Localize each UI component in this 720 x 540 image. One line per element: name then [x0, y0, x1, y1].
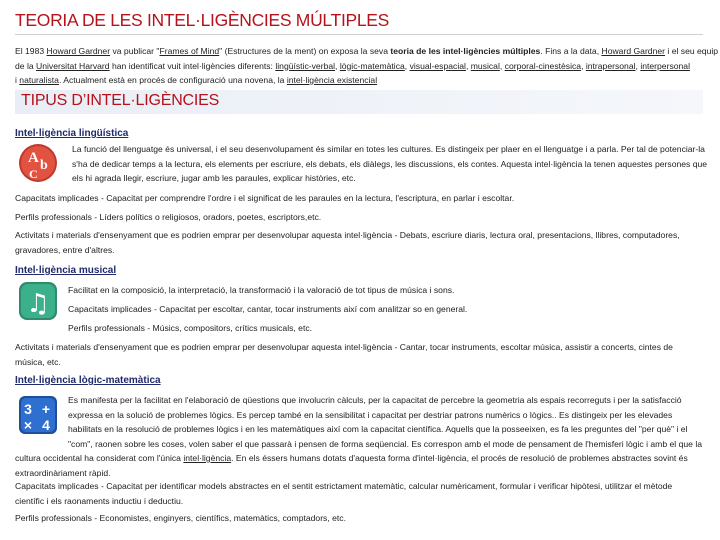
music-note-icon	[16, 280, 60, 322]
link-howard-gardner-2[interactable]: Howard Gardner	[601, 46, 666, 56]
intro-text: han identificat vuit intel·ligències diferents:	[109, 60, 276, 71]
intro-text: . Fins a la data,	[540, 46, 602, 56]
logica-capacitats	[15, 479, 705, 508]
musical-capacitats: Capacitats implicades - Capacitat per escoltar, cantar, tocar instruments així com analitzar so en general.	[68, 304, 468, 314]
intro-text: ,	[499, 60, 505, 71]
math-digit-3: 3	[24, 401, 32, 417]
link-frames-of-mind[interactable]: Frames of Mind	[159, 46, 220, 56]
title-divider	[15, 34, 703, 35]
desc-text: cultura occidental ha considerat com l'única	[15, 453, 184, 463]
desc-line: "com", raonen sobre les coses, volen saber el que passarà i pensen de forma seqüencial. Es correspon amb el mode de pensament de l'hemisferi lògic i amb el que la	[68, 438, 703, 449]
intro-text: " (Estructures de la ment) on exposa la seva	[219, 46, 391, 56]
types-heading-band	[15, 90, 703, 114]
link-corporal-cinestesica[interactable]: corporal-cinestèsica	[504, 60, 582, 71]
musical-perfils: Perfils professionals - Músics, compositors, crítics musicals, etc.	[68, 323, 313, 333]
linguistic-description	[72, 142, 708, 186]
activitats-line: música, etc.	[15, 356, 61, 367]
page-title: TEORIA DE LES INTEL·LIGÈNCIES MÚLTIPLES	[15, 10, 390, 30]
math-times: ×	[23, 417, 33, 433]
linguistic-capacitats: Capacitats implicades - Capacitat per comprendre l'ordre i el significat de les paraules en la lectura, l'escriptura, en parlar i escoltar.	[15, 193, 515, 203]
desc-line: s'ha de dedicar temps a la lectura, els elements per escriure, els debats, els diàlegs, les discussions, els contes. Aquesta intel·ligència la tenen aquestes persones que	[72, 158, 708, 169]
activitats-line: gravadores, entre d'altres.	[15, 244, 115, 255]
capacitats-line: Capacitats implicades - Capacitat per identificar models abstractes en el sentit estrictament matemàtic, calcular numèricament, formular i verificar hipòtesi, utilitzar el mètode	[15, 481, 673, 491]
activitats-line: Activitats i materials d'ensenyament que es podrien emprar per desenvolupar aquesta intel·ligència - Cantar, tocar instruments, escoltar música, assistir a concerts, cintes de	[15, 342, 673, 352]
heading-musical: Intel·ligència musical	[15, 265, 117, 276]
icon-letter-c: C	[29, 167, 38, 181]
link-visual-espacial[interactable]: visual-espacial	[409, 60, 466, 71]
abc-blocks-icon	[16, 142, 60, 184]
logica-description	[68, 393, 704, 451]
heading-logic-matematica: Intel·ligència lògic-matemàtica	[15, 375, 161, 386]
intro-paragraph	[15, 44, 719, 88]
intro-text: ,	[635, 60, 641, 71]
link-musical[interactable]: musical	[470, 60, 500, 71]
link-logic-matematica[interactable]: lògic-matemàtica	[339, 60, 405, 71]
types-heading: TIPUS D’INTEL·LIGÈNCIES	[21, 92, 220, 109]
intro-text: de la	[15, 60, 37, 71]
activitats-line: Activitats i materials d'ensenyament que es podrien emprar per desenvolupar aquesta intel·ligència - Debats, escriure diaris, lectura oral, presentacions, llibres, computadores,	[15, 230, 680, 240]
intro-bold-text: teoria de les intel·ligències múltiples	[390, 46, 541, 56]
link-intelligencia[interactable]: intel·ligència	[183, 453, 232, 463]
icon-letter-b: b	[40, 158, 48, 173]
intro-text: i el seu equip	[665, 46, 719, 56]
math-digit-4: 4	[42, 417, 50, 433]
logica-perfils: Perfils professionals - Economistes, enginyers, científics, matemàtics, comptadors, etc.	[15, 513, 346, 523]
musical-activitats	[15, 340, 705, 369]
desc-line: els hi agrada llegir, escriure, jugar amb les paraules, explicar històries, etc.	[72, 173, 356, 183]
intro-text: ,	[404, 60, 410, 71]
logica-description-cont	[15, 451, 705, 480]
icon-letter-a: A	[28, 150, 39, 166]
desc-line: La funció del llenguatge és universal, i el seu desenvolupament és similar en totes les cultures. Es distingeix per plaer en el llenguatge i a parla. Per tal de potenciar-la	[72, 144, 705, 154]
link-naturalista[interactable]: naturalista	[19, 75, 59, 85]
desc-line: Es manifesta per la facilitat en l'elaboració de qüestions que involucrin càlculs, per la capacitat de percebre la geometria als espais recorreguts i per la satisfacció	[68, 395, 682, 405]
link-interpersonal[interactable]: interpersonal	[640, 60, 690, 71]
capacitats-line: científic i els raonaments inductiu i deductiu.	[15, 495, 184, 506]
linguistic-perfils: Perfils professionals - Líders polítics o religiosos, oradors, poetes, escriptors,etc.	[15, 212, 322, 222]
desc-line: expressa en la solució de problemes lògics. Es percep també en la sensibilitat i capacitat per destriar patrons numèrics o lògics.. Es distingeix per les elevades	[68, 409, 673, 420]
linguistic-activitats	[15, 228, 705, 257]
link-universitat-harvard[interactable]: Universitat Harvard	[36, 60, 110, 71]
math-plus: +	[41, 401, 51, 417]
link-howard-gardner[interactable]: Howard Gardner	[46, 46, 111, 56]
link-intrapersonal[interactable]: intrapersonal	[585, 60, 636, 71]
intro-text: ,	[335, 60, 340, 71]
intro-text: ,	[465, 60, 471, 71]
intro-text: va publicar "	[110, 46, 160, 56]
desc-line: extraordinàriament ràpid.	[15, 467, 111, 478]
desc-line: habilitats en la resolució de problemes lògics i en les matemàtiques així com la capacitat científica. Aquells que la posseeixen, es fa les preguntes del "per què" i el	[68, 424, 688, 434]
music-glyph: ♫	[26, 289, 50, 319]
musical-description: Facilitat en la composició, la interpretació, la transformació i la valoració de tot tipus de música i sons.	[68, 285, 455, 295]
intro-text: i	[15, 75, 20, 85]
intro-text: . Actualment està en procés de configuració una novena, la	[58, 75, 287, 85]
intro-text: ,	[581, 60, 586, 71]
intro-text: El 1983	[15, 46, 47, 56]
math-operations-icon	[16, 394, 60, 436]
link-linguistic-verbal[interactable]: lingüístic-verbal	[275, 60, 336, 71]
heading-linguistic: Intel·ligència lingüística	[15, 128, 129, 139]
desc-text: . En els éssers humans dotats d'aquesta forma d'intel·ligència, el procés de resolució de problemes abstractes sovint és	[231, 453, 688, 463]
link-intelligencia-existencial[interactable]: intel·ligència existencial	[286, 75, 378, 85]
